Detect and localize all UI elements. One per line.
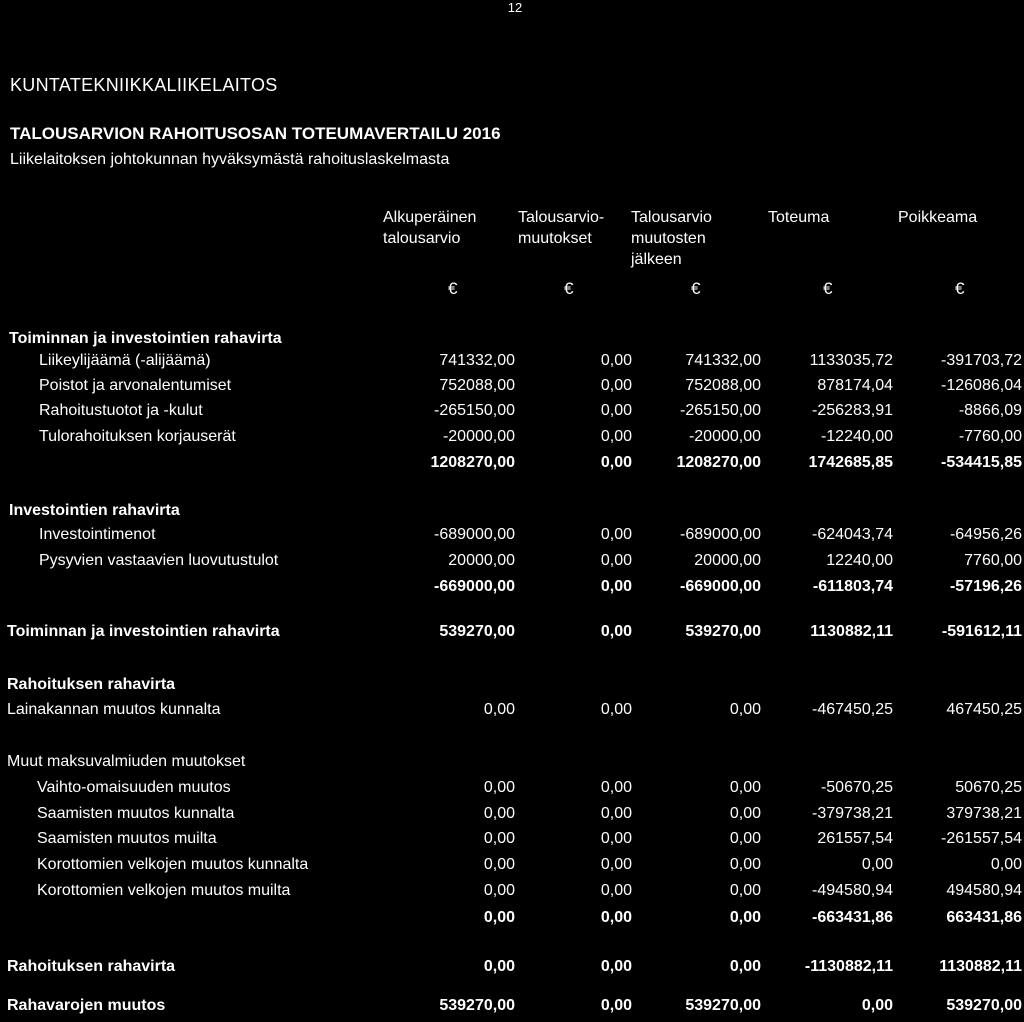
- column-header-actual: Toteuma: [768, 209, 830, 226]
- subsection-heading-liquidity: Muut maksuvalmiuden muutokset: [7, 753, 246, 770]
- table-row: Lainakannan muutos kunnalta 0,00 0,00 0,00 -467450,25 467450,25: [7, 701, 1022, 718]
- table-row: Liikeylijäämä (-alijäämä) 741332,00 0,00 741332,00 1133035,72 -391703,72: [39, 352, 1022, 369]
- section-heading-operating-investing: Toiminnan ja investointien rahavirta: [9, 330, 282, 347]
- currency-symbol: €: [955, 279, 965, 298]
- column-header-budget-after-changes: Talousarvio muutosten jälkeen: [631, 209, 712, 268]
- table-row: Saamisten muutos muilta 0,00 0,00 0,00 261557,54 -261557,54: [37, 830, 1022, 847]
- table-row: Korottomien velkojen muutos kunnalta 0,00 0,00 0,00 0,00 0,00: [37, 856, 1022, 873]
- total-row-cash-change: Rahavarojen muutos 539270,00 0,00 539270,00 0,00 539270,00: [7, 997, 1022, 1014]
- table-row: Korottomien velkojen muutos muilta 0,00 0,00 0,00 -494580,94 494580,94: [37, 882, 1022, 899]
- section-heading-financing: Rahoituksen rahavirta: [7, 676, 176, 693]
- table-row: Vaihto-omaisuuden muutos 0,00 0,00 0,00 -50670,25 50670,25: [37, 779, 1022, 796]
- organization-name: KUNTATEKNIIKKALIIKELAITOS: [10, 75, 278, 95]
- column-header-original-budget: Alkuperäinen talousarvio: [383, 209, 477, 247]
- currency-symbol: €: [448, 279, 458, 298]
- table-row: Investointimenot -689000,00 0,00 -689000,00 -624043,74 -64956,26: [39, 526, 1022, 543]
- currency-symbol: €: [564, 279, 574, 298]
- page-number: 12: [507, 0, 523, 15]
- currency-symbol: €: [823, 279, 833, 298]
- table-row: Poistot ja arvonalentumiset 752088,00 0,00 752088,00 878174,04 -126086,04: [39, 377, 1022, 394]
- subtotal-row: 0,00 0,00 0,00 -663431,86 663431,86: [483, 909, 1022, 926]
- subtotal-row: -669000,00 0,00 -669000,00 -611803,74 -57196,26: [434, 578, 1022, 595]
- table-row: Tulorahoituksen korjauserät -20000,00 0,00 -20000,00 -12240,00 -7760,00: [39, 428, 1022, 445]
- column-header-budget-changes: Talousarvio- muutokset: [518, 209, 605, 247]
- table-row: Saamisten muutos kunnalta 0,00 0,00 0,00 -379738,21 379738,21: [37, 805, 1022, 822]
- column-header-deviation: Poikkeama: [898, 209, 978, 226]
- subtotal-row: 1208270,00 0,00 1208270,00 1742685,85 -534415,85: [430, 454, 1022, 471]
- report-title: TALOUSARVION RAHOITUSOSAN TOTEUMAVERTAILU 2016: [10, 124, 501, 143]
- table-row: Pysyvien vastaavien luovutustulot 20000,00 0,00 20000,00 12240,00 7760,00: [39, 552, 1022, 569]
- total-row-financing: Rahoituksen rahavirta 0,00 0,00 0,00 -1130882,11 1130882,11: [7, 958, 1022, 975]
- report-subtitle: Liikelaitoksen johtokunnan hyväksymästä rahoituslaskelmasta: [10, 151, 450, 168]
- table-row: Rahoitustuotot ja -kulut -265150,00 0,00 -265150,00 -256283,91 -8866,09: [39, 402, 1022, 419]
- currency-symbol: €: [691, 279, 701, 298]
- total-row-operating-investing: Toiminnan ja investointien rahavirta 539270,00 0,00 539270,00 1130882,11 -591612,11: [7, 623, 1022, 640]
- section-heading-investing: Investointien rahavirta: [9, 502, 180, 519]
